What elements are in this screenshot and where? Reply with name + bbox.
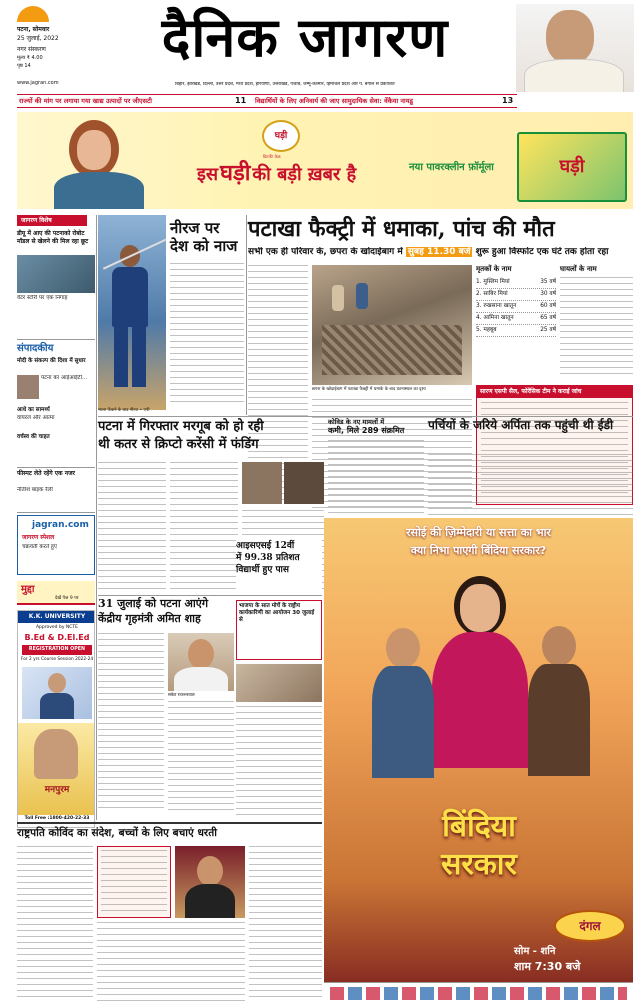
tv-ad-platform-strip <box>324 982 633 1003</box>
kovind-body-col-2 <box>97 922 245 1001</box>
ed-body <box>428 454 633 516</box>
shah-body-col-1 <box>98 633 164 813</box>
icse-headline-1: आइसएसई 12वीं <box>236 541 295 551</box>
patna-body-col-1 <box>98 462 166 592</box>
bottom-divider <box>17 822 322 824</box>
tv-ad-title: बिंदिया सरकार <box>441 809 517 882</box>
ad-word: घड़ी <box>219 161 251 186</box>
bjp-morcha-headline: भाजपा के सात मोर्चे के राष्ट्रीय कार्यकारिणी का आयोजन 30 जुलाई से <box>239 603 315 623</box>
dead-row <box>476 277 556 289</box>
dead-name: 2. साबिर मियां <box>476 290 508 297</box>
ad-headline <box>197 160 356 188</box>
toll-free-number[interactable]: Toll Free :1800-420-22-33 <box>24 816 90 821</box>
teaser-1-page: 11 <box>235 96 247 105</box>
dead-name: 3. रुखसाना खातून <box>476 302 517 309</box>
ku-course: B.Ed & D.El.Ed <box>24 633 90 642</box>
section-divider <box>98 416 633 417</box>
editorial-3[interactable]: आधे का सामर्थ्य <box>17 407 50 413</box>
patna-headline-2: थी कतर से क्रिप्टो करेंसी में फंडिंग <box>98 437 259 452</box>
dead-row <box>476 313 556 325</box>
left-story-3: नीतीश बाइक रैली <box>17 487 53 493</box>
ad-line-1: इस <box>197 164 219 185</box>
lead-sub-time: सुबह 11.30 बजे <box>407 247 471 257</box>
masthead-title: दैनिक जागरण <box>161 5 449 69</box>
lead-sub-1: सभी एक ही परिवार के, छपरा के खोदाईबाग में <box>248 247 403 257</box>
kovind-headline: राष्ट्रपति कोविंद का संदेश, बच्चों के लिए बचाएं धरती <box>17 827 217 839</box>
dead-age: 65 वर्ष <box>540 314 556 321</box>
dead-list <box>476 265 556 383</box>
mudda-label: मुद्दा <box>21 584 35 595</box>
colleague-text: वेटर स्टोरी पर एक निगाह <box>17 295 68 301</box>
neeraj-caption-text: भाला फेंकने के बाद नीरज • <box>98 408 143 413</box>
tv-ad-lead-actress <box>428 568 532 768</box>
tv-ad-channel-logo <box>554 910 626 942</box>
divider <box>17 467 95 468</box>
masthead-states: बिहार, झारखंड, दिल्ली, उत्तर प्रदेश, मध्य प्रदेश, हरियाणा, उत्तराखंड, पंजाब, जम्मू-कश्मीर, हिमाचल प्रदेश और प. बंगाल से प्रकाशित <box>175 82 395 87</box>
accused-photo-1 <box>242 462 282 504</box>
kovind-pullquote <box>97 846 171 918</box>
shah-body-col-2 <box>168 701 234 813</box>
covid-story[interactable] <box>328 418 424 528</box>
ghadi-ad-banner[interactable] <box>17 112 633 209</box>
dead-row <box>476 301 556 313</box>
tv-ad-days: सोम - शनि <box>514 946 556 957</box>
editorial-1-text <box>41 375 95 401</box>
icse-headline-3: विद्यार्थी हुए पास <box>236 565 289 575</box>
editorial-thumb <box>17 375 39 399</box>
patna-headline-1: पटना में गिरफ्तार मरगूब को हो रही <box>98 419 264 434</box>
shah-photo <box>168 633 234 691</box>
manappuram-logo: मनपुरम <box>44 785 70 795</box>
teaser-2-page: 13 <box>502 96 514 105</box>
ed-story[interactable] <box>428 418 633 518</box>
dead-name: 5. महबूब <box>476 326 497 333</box>
kovind-story[interactable] <box>17 826 322 1003</box>
bjp-morcha-box[interactable] <box>236 600 322 660</box>
neeraj-credit: एपी <box>143 408 150 413</box>
masthead-date: 25 जुलाई, 2022 <box>17 35 59 42</box>
ku-approved: Approved by NCTE <box>35 625 79 630</box>
shah-story[interactable] <box>98 597 234 817</box>
injured-list-lines <box>560 277 633 377</box>
shah-headline-1: 31 जुलाई को पटना आएंगे <box>98 597 209 610</box>
tv-ad-question-2: क्या निभा पाएगी बिंदिया सरकार? <box>410 544 547 557</box>
dead-rows <box>476 277 556 337</box>
jagran-sun-logo <box>17 6 49 22</box>
vice-president-photo <box>516 4 634 92</box>
patna-body-col-2 <box>170 462 238 592</box>
jagran-com-box[interactable] <box>17 515 95 575</box>
injured-list-title: घायलों के नाम <box>560 265 597 273</box>
lead-sub-2: शुरू हुआ विस्फोट एक घंटे तक होता रहा <box>475 247 609 257</box>
ku-title: K.K. UNIVERSITY <box>18 611 95 623</box>
lead-headline: पटाखा फैक्ट्री में धमाका, पांच की मौत <box>248 216 555 242</box>
neeraj-caption <box>98 408 166 413</box>
bjp-body <box>236 706 322 816</box>
vishesh-headline[interactable]: डीयू में आए की पटनाको रोबोट मॉडल से खेलने की मिल रहा छूट <box>17 230 89 245</box>
sampadkiya-label: संपादकीय <box>17 343 54 354</box>
editorial-4: वायरल और आत्मा <box>17 415 55 421</box>
ad-product-name: घड़ी <box>559 156 585 177</box>
covid-headline-1: कोविड के नए मामलों में <box>328 418 385 426</box>
jagran-special: जागरण स्पेशल <box>22 534 55 541</box>
editorial-4-text <box>17 415 95 431</box>
dead-name: 1. मुस्लिम मियां <box>476 278 510 285</box>
tv-ad-channel: दंगल <box>579 919 601 933</box>
bindiya-sarkar-ad[interactable] <box>324 518 633 1003</box>
manappuram-ad <box>18 723 95 815</box>
neeraj-body <box>170 263 244 403</box>
accused-photo-2 <box>284 462 324 504</box>
ad-model-photo <box>39 112 159 209</box>
ad-logo-sub: डिटर्जेंट केक <box>263 154 281 159</box>
jagran-vishesh-label: जागरण विशेष <box>17 215 87 226</box>
masthead-pages: पृष्ठ 14 <box>17 63 31 69</box>
dead-row <box>476 325 556 337</box>
editorial-5[interactable]: वर्चस्व की चाहत <box>17 434 50 440</box>
neeraj-title-1: नीरज पर <box>170 219 220 237</box>
mudda-sub: देखें पेज 9 पर <box>55 596 79 601</box>
ed-headline: पर्चियों के जरिये अर्पिता तक पहुंची थी ईडी <box>428 418 614 432</box>
left-story-2[interactable]: फीस्पट लेते रहेंगे एक नजर <box>17 470 75 477</box>
kk-university-ad[interactable] <box>17 610 95 828</box>
divider <box>17 512 95 513</box>
covid-headline-2: कमी, मिले 289 संक्रमित <box>328 426 405 436</box>
dead-list-title: मृतकों के नाम <box>476 265 512 273</box>
left-column <box>17 215 95 825</box>
dead-name: 4. आमिना खातून <box>476 314 514 321</box>
mudda-box[interactable] <box>17 581 95 605</box>
lead-blast-photo <box>312 265 472 385</box>
editorial-2: पटना का आईआईटी... <box>41 375 88 381</box>
dead-row <box>476 289 556 301</box>
vishesh-text <box>17 295 95 337</box>
jagran-com-text <box>22 544 92 572</box>
ad-line-2: की बड़ी ख़बर है <box>252 164 357 185</box>
tv-ad-platform-logos <box>330 987 627 1000</box>
ku-session: For 2 yrs Course Session 2022-24 <box>20 657 94 662</box>
tv-ad-actor-right <box>528 626 590 776</box>
neeraj-story[interactable] <box>98 215 244 415</box>
jagran-com-note: चक्रवर्ती करते हुए <box>22 544 57 550</box>
neeraj-photo <box>98 215 166 410</box>
ad-brand-text: नया पावरक्लीन फ़ॉर्मूला <box>409 162 494 173</box>
covid-body <box>328 440 424 520</box>
injured-list <box>560 265 633 383</box>
lead-subhead <box>248 247 633 258</box>
ad-logo-text: घड़ी <box>274 131 288 141</box>
manappuram-model-photo <box>34 729 78 779</box>
forensic-box-title: सारण एसपी सैल, फोरेंसिक टीम ने कराई जांच <box>477 386 632 398</box>
teaser-2[interactable]: विद्यार्थियों के लिए अनिवार्य की जाए सामुदायिक सेवा: वेंकैया नायडू <box>255 97 413 105</box>
ad-logo <box>262 120 300 152</box>
dead-age: 25 वर्ष <box>540 326 556 333</box>
masthead-website: www.jagran.com <box>17 80 59 86</box>
tv-ad-actor-left <box>372 628 434 778</box>
icse-headline-2: में 99.38 प्रतिशत <box>236 553 300 563</box>
section-divider <box>98 595 322 596</box>
shah-credit: सकेत राजभरवाल <box>168 692 195 697</box>
nadda-photo <box>236 664 322 702</box>
kovind-body-col-3 <box>249 846 322 1001</box>
neeraj-title-2: देश को नाज <box>170 237 238 255</box>
kovind-body-col-1 <box>17 846 93 1001</box>
divider <box>17 339 95 340</box>
kovind-pullquote-lines <box>101 850 167 914</box>
left-story-2-text <box>17 487 95 509</box>
column-divider <box>96 215 97 820</box>
masthead <box>0 0 640 94</box>
dead-age: 30 वर्ष <box>540 290 556 297</box>
icse-headline-box[interactable] <box>236 540 322 596</box>
masthead-city: पटना, सोमवार <box>17 26 50 33</box>
ad-product-pack <box>517 132 627 202</box>
column-divider <box>246 215 247 415</box>
tv-ad-time: शाम 7:30 बजे <box>514 960 581 973</box>
masthead-edition: नगर संस्करण <box>17 46 46 53</box>
masthead-price: मूल्य ₹ 4.00 <box>17 55 43 61</box>
jagran-com-logo: jagran.com <box>32 520 89 530</box>
teaser-strip <box>17 94 517 108</box>
tv-ad-question-1: रसोई की ज़िम्मेदारी या सत्ता का भार <box>406 526 551 539</box>
vishesh-photo <box>17 255 95 293</box>
lead-photo-caption: छपरा के खोदाईबाग में पटाखा फैक्ट्री में धमाके के बाद घटनास्थल का दृश्य <box>312 387 426 392</box>
dead-age: 60 वर्ष <box>540 302 556 309</box>
neeraj-body-lines <box>170 263 244 403</box>
teaser-1[interactable]: राज्यों की मांग पर लगाया गया खाद्य उत्पादों पर जीएसटी <box>19 97 152 105</box>
shah-headline-2: केंद्रीय गृहमंत्री अमित शाह <box>98 612 201 625</box>
dead-age: 35 वर्ष <box>540 278 556 285</box>
editorial-1[interactable]: मोदी के संकल्प की दिशा में सुधार <box>17 358 86 364</box>
kovind-photo <box>175 846 245 918</box>
ku-students-photo <box>22 667 92 719</box>
ku-registration: REGISTRATION OPEN <box>22 645 92 655</box>
